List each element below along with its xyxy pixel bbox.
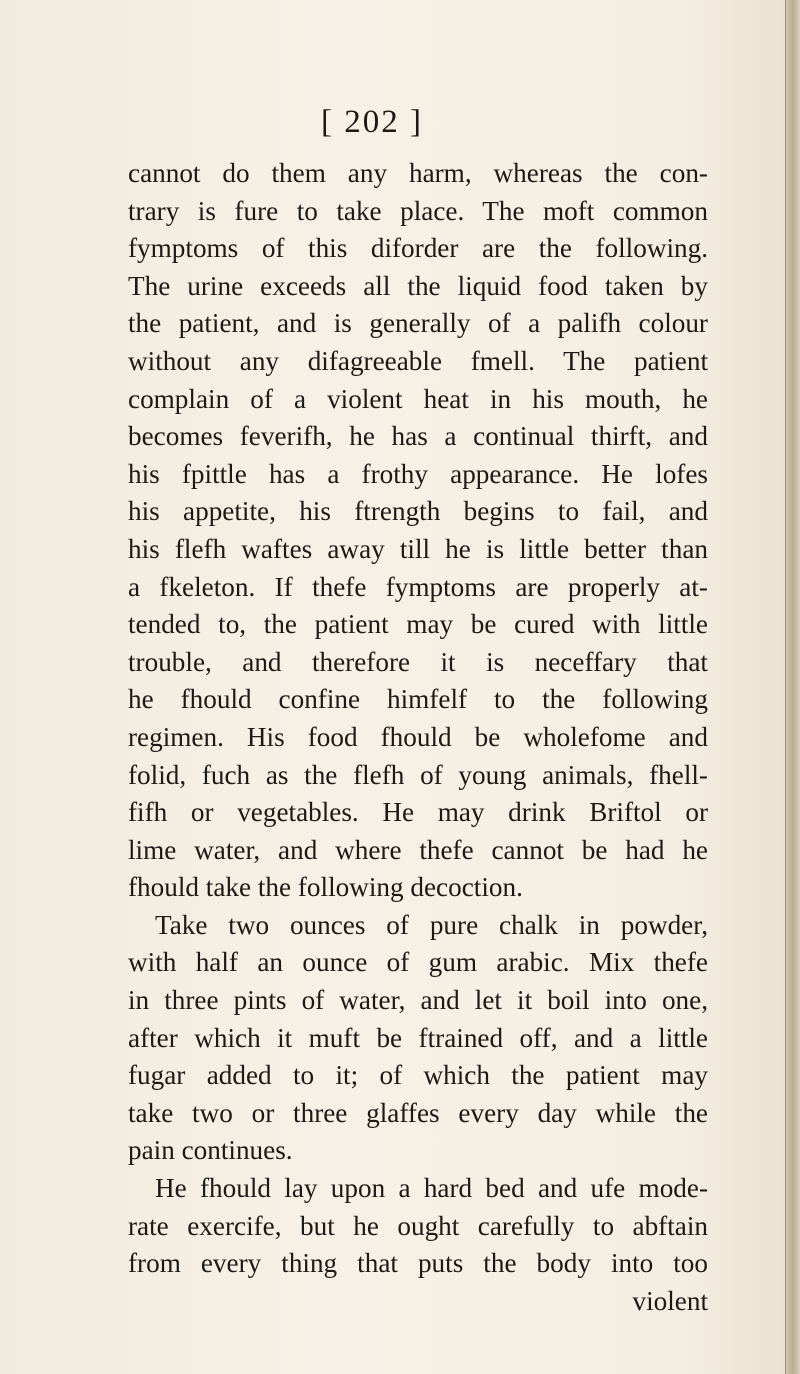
text-line: violent <box>632 1285 708 1316</box>
text-line: trouble, and therefore it is neceffary that <box>128 646 708 677</box>
text-line: regimen. His food fhould be wholefome and <box>128 721 708 752</box>
text-line: tended to, the patient may be cured with little <box>128 609 708 640</box>
text-line: folid, fuch as the flefh of young animals, fhell- <box>128 759 708 790</box>
text-line: complain of a violent heat in his mouth, he <box>128 383 708 414</box>
text-line: after which it muft be ftrained off, and a little <box>128 1022 708 1053</box>
text-line: with half an ounce of gum arabic. Mix thefe <box>128 947 708 978</box>
text-line: his flefh waftes away till he is little better than <box>128 533 708 564</box>
text-line: fymptoms of this diforder are the following. <box>128 233 708 264</box>
page-edge <box>786 0 800 1374</box>
text-line: his appetite, his ftrength begins to fail, and <box>128 496 708 527</box>
text-line: pain continues. <box>128 1135 293 1166</box>
text-line: he fhould confine himfelf to the following <box>128 684 708 715</box>
text-line: fhould take the following decoction. <box>128 872 523 903</box>
text-line: He fhould lay upon a hard bed and ufe mode- <box>155 1173 708 1204</box>
text-line: from every thing that puts the body into too <box>128 1248 708 1279</box>
text-line: cannot do them any harm, whereas the con- <box>128 158 708 188</box>
text-line: fifh or vegetables. He may drink Briftol or <box>128 797 708 828</box>
body-text <box>128 155 708 1320</box>
text-line: The urine exceeds all the liquid food taken by <box>128 270 708 301</box>
text-line: fugar added to it; of which the patient may <box>128 1060 708 1091</box>
text-line: the patient, and is generally of a palifh colour <box>128 308 708 339</box>
text-line: without any difagreeable fmell. The patient <box>128 345 708 376</box>
text-line: his fpittle has a frothy appearance. He lofes <box>128 458 708 489</box>
text-line: becomes feverifh, he has a continual thirft, and <box>128 421 708 452</box>
text-line: lime water, and where thefe cannot be had he <box>128 834 708 865</box>
text-line: take two or three glaffes every day while the <box>128 1097 708 1128</box>
text-line: rate exercife, but he ought carefully to abftain <box>128 1210 708 1241</box>
page-number-header: [ 202 ] <box>321 104 423 140</box>
text-line: in three pints of water, and let it boil into one, <box>128 985 708 1016</box>
text-line: Take two ounces of pure chalk in powder, <box>155 909 708 940</box>
text-line: trary is fure to take place. The moft common <box>128 195 708 226</box>
text-line: a fkeleton. If thefe fymptoms are properly at- <box>128 571 708 602</box>
